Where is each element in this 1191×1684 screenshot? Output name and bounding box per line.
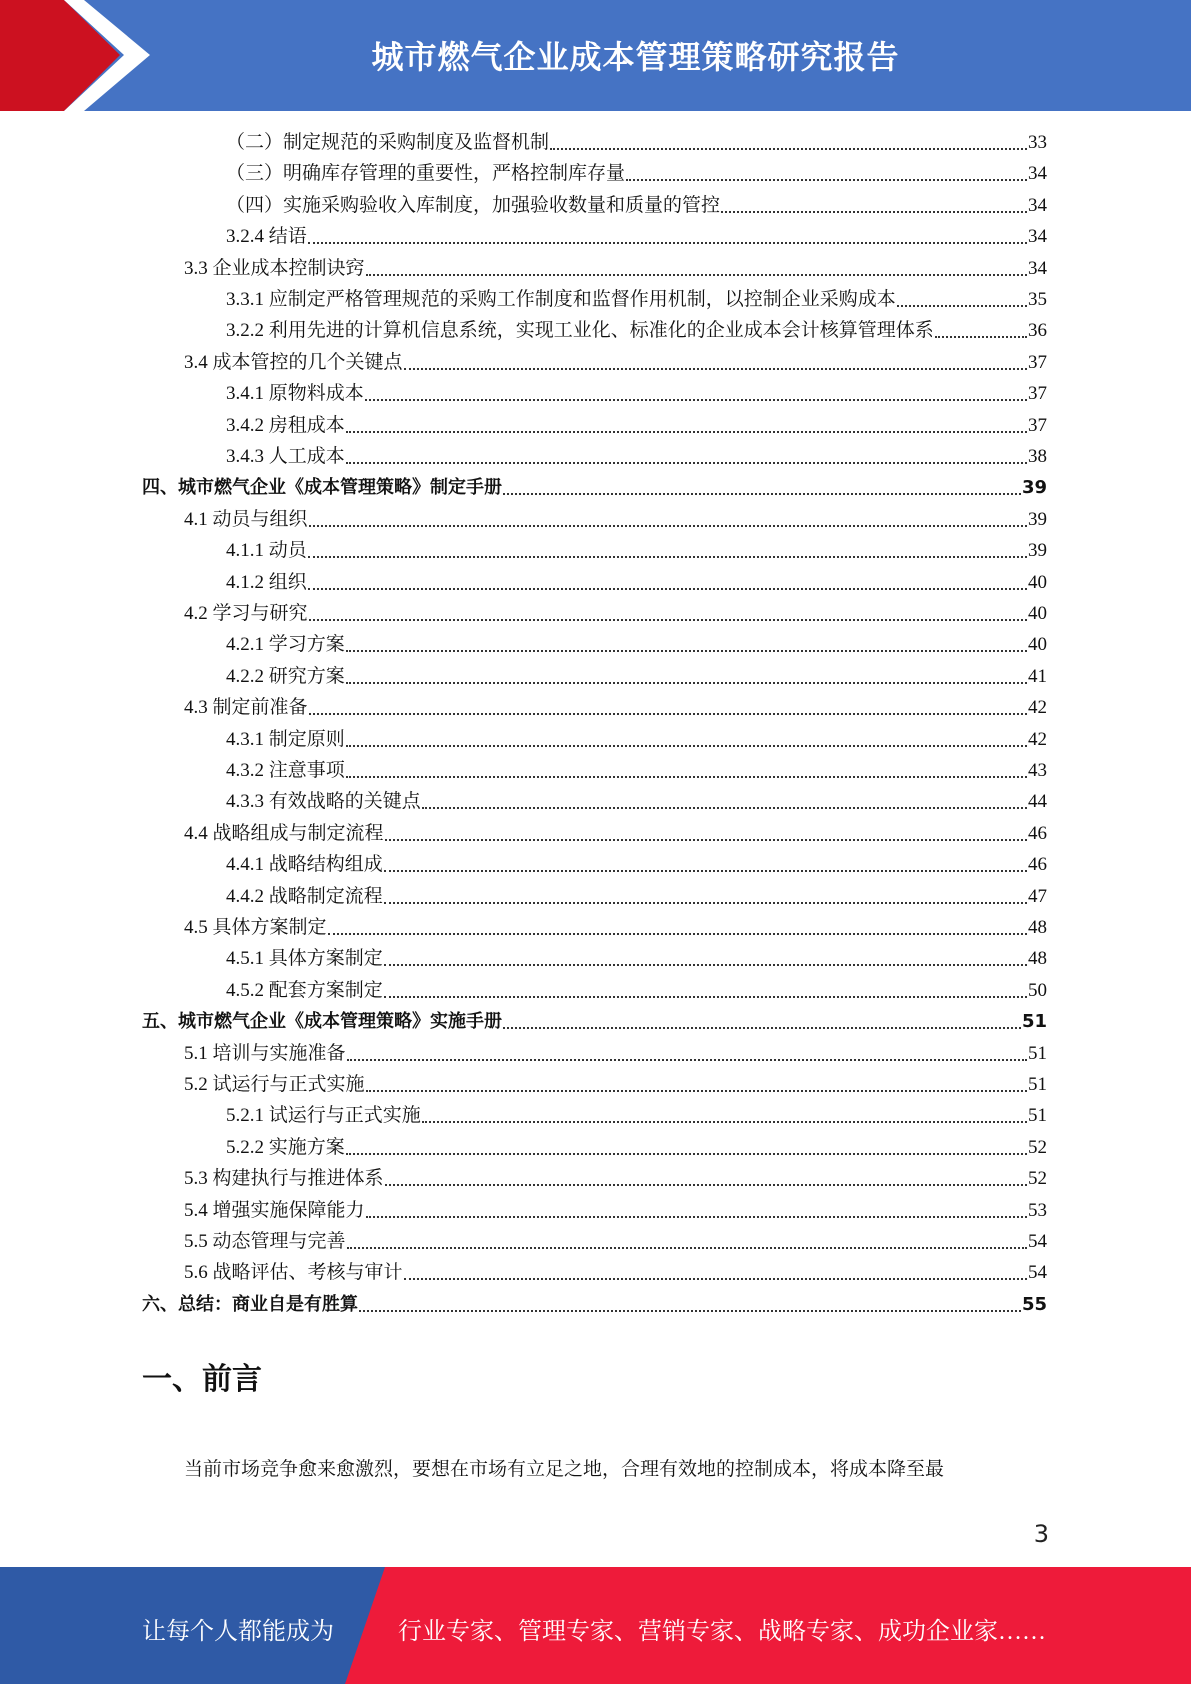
toc-entry-page: 34 xyxy=(1028,226,1047,248)
toc-entry[interactable] xyxy=(184,820,1047,848)
toc-leader-dots xyxy=(404,368,1027,370)
toc-leader-dots xyxy=(721,211,1027,213)
toc-entry-title: 4.3.2 注意事项 xyxy=(226,760,345,781)
toc-entry-title: （四）实施采购验收入库制度，加强验收数量和质量的管控 xyxy=(226,194,721,216)
toc-entry[interactable] xyxy=(226,569,1047,597)
toc-leader-dots xyxy=(346,431,1027,433)
toc-entry[interactable] xyxy=(184,1259,1047,1287)
toc-entry-page: 48 xyxy=(1028,917,1047,938)
toc-entry-title: （二）制定规范的采购制度及监督机制 xyxy=(226,132,550,153)
toc-entry-title: 4.3 制定前准备 xyxy=(184,697,308,719)
toc-entry-page: 53 xyxy=(1028,1199,1047,1221)
toc-leader-dots xyxy=(897,305,1027,307)
toc-leader-dots xyxy=(384,996,1027,998)
toc-entry-page: 37 xyxy=(1028,414,1047,436)
toc-entry-page: 40 xyxy=(1028,571,1047,593)
toc-entry-title: 5.2 试运行与正式实施 xyxy=(184,1074,365,1095)
toc-leader-dots xyxy=(503,1027,1021,1029)
toc-leader-dots xyxy=(503,493,1021,495)
toc-leader-dots xyxy=(384,902,1027,904)
toc-entry[interactable] xyxy=(226,192,1047,220)
toc-entry-page: 34 xyxy=(1028,257,1047,279)
toc-entry[interactable] xyxy=(226,883,1047,911)
section-heading: 一、前言 xyxy=(142,1362,262,1397)
toc-entry-title: 5.3 构建执行与推进体系 xyxy=(184,1168,384,1190)
toc-leader-dots xyxy=(366,274,1027,276)
toc-entry-title: 3.3 企业成本控制诀窍 xyxy=(184,257,365,279)
toc-entry[interactable] xyxy=(226,286,1047,314)
toc-entry[interactable] xyxy=(226,412,1047,440)
toc-entry[interactable] xyxy=(226,631,1047,659)
toc-entry-title: 5.5 动态管理与完善 xyxy=(184,1231,346,1252)
toc-entry[interactable] xyxy=(226,663,1047,691)
toc-entry-title: 4.4.2 战略制定流程 xyxy=(226,885,383,907)
toc-entry-title: 4.2.1 学习方案 xyxy=(226,634,345,656)
toc-entry-page: 34 xyxy=(1028,194,1047,216)
toc-entry-title: 3.4 成本管控的几个关键点 xyxy=(184,351,403,373)
toc-entry-title: 5.4 增强实施保障能力 xyxy=(184,1199,365,1221)
toc-leader-dots xyxy=(309,713,1027,715)
toc-entry[interactable] xyxy=(226,757,1047,785)
toc-entry-title: 4.1.2 组织 xyxy=(226,571,307,593)
toc-entry-title: 3.2.4 结语 xyxy=(226,226,307,248)
toc-leader-dots xyxy=(346,682,1027,684)
toc-entry-page: 48 xyxy=(1028,948,1047,970)
toc-entry-page: 35 xyxy=(1028,289,1047,310)
toc-leader-dots xyxy=(422,1121,1027,1123)
toc-leader-dots xyxy=(346,650,1027,652)
toc-entry-title: 四、城市燃气企业《成本管理策略》制定手册 xyxy=(142,477,502,499)
toc-chapter-entry[interactable] xyxy=(142,1008,1047,1036)
toc-leader-dots xyxy=(422,807,1027,809)
toc-entry-title: 5.2.1 试运行与正式实施 xyxy=(226,1105,421,1127)
toc-entry-title: 4.4 战略组成与制定流程 xyxy=(184,822,384,844)
toc-leader-dots xyxy=(404,1278,1027,1280)
toc-leader-dots xyxy=(346,462,1027,464)
toc-leader-dots xyxy=(309,619,1027,621)
toc-leader-dots xyxy=(309,525,1027,527)
toc-entry[interactable] xyxy=(226,726,1047,754)
toc-entry-title: 3.2.2 利用先进的计算机信息系统，实现工业化、标准化的企业成本会计核算管理体系 xyxy=(226,320,934,342)
toc-entry[interactable] xyxy=(226,443,1047,471)
toc-entry-title: 4.2.2 研究方案 xyxy=(226,665,345,687)
toc-leader-dots xyxy=(365,399,1027,401)
toc-leader-dots xyxy=(347,1247,1027,1249)
toc-entry[interactable] xyxy=(184,914,1047,942)
toc-leader-dots xyxy=(308,242,1027,244)
toc-entry-title: 4.5.1 具体方案制定 xyxy=(226,948,383,970)
toc-entry[interactable] xyxy=(226,129,1047,157)
toc-entry[interactable] xyxy=(184,1197,1047,1225)
toc-entry-title: 3.4.2 房租成本 xyxy=(226,414,345,436)
toc-entry[interactable] xyxy=(184,600,1047,628)
toc-entry-page: 51 xyxy=(1028,1042,1047,1064)
toc-leader-dots xyxy=(359,1310,1021,1312)
toc-entry[interactable] xyxy=(226,160,1047,188)
toc-leader-dots xyxy=(366,1090,1027,1092)
toc-entry-page: 54 xyxy=(1028,1262,1047,1284)
toc-entry[interactable] xyxy=(226,380,1047,408)
toc-leader-dots xyxy=(935,336,1027,338)
toc-leader-dots xyxy=(346,1153,1027,1155)
toc-entry-title: 五、城市燃气企业《成本管理策略》实施手册 xyxy=(142,1011,502,1033)
toc-entry-page: 40 xyxy=(1028,603,1047,624)
toc-entry-page: 43 xyxy=(1028,760,1047,781)
toc-entry-page: 42 xyxy=(1028,697,1047,719)
toc-entry-page: 46 xyxy=(1028,854,1047,876)
toc-entry-page: 37 xyxy=(1028,351,1047,373)
toc-entry-title: 5.2.2 实施方案 xyxy=(226,1136,345,1158)
toc-entry[interactable] xyxy=(226,537,1047,565)
toc-entry-page: 39 xyxy=(1028,508,1047,530)
toc-leader-dots xyxy=(346,776,1027,778)
toc-entry-title: 4.4.1 战略结构组成 xyxy=(226,854,383,876)
toc-entry-title: 六、总结：商业自是有胜算 xyxy=(142,1293,358,1315)
toc-leader-dots xyxy=(384,870,1027,872)
toc-entry-title: 4.1.1 动员 xyxy=(226,540,307,562)
toc-entry-page: 52 xyxy=(1028,1136,1047,1158)
footer-slogan-right: 行业专家、管理专家、营销专家、战略专家、成功企业家…… xyxy=(398,1619,1046,1645)
toc-leader-dots xyxy=(550,148,1027,150)
toc-entry[interactable] xyxy=(226,977,1047,1005)
toc-entry-title: 3.4.3 人工成本 xyxy=(226,446,345,467)
toc-entry-title: 3.4.1 原物料成本 xyxy=(226,383,364,405)
toc-leader-dots xyxy=(385,839,1027,841)
toc-entry-title: 4.3.3 有效战略的关键点 xyxy=(226,791,421,813)
toc-entry-title: 4.5.2 配套方案制定 xyxy=(226,979,383,1001)
toc-entry-page: 47 xyxy=(1028,885,1047,907)
toc-entry-page: 44 xyxy=(1028,791,1047,813)
toc-entry[interactable] xyxy=(184,506,1047,534)
toc-entry-page: 37 xyxy=(1028,383,1047,405)
toc-entry-page: 42 xyxy=(1028,728,1047,750)
toc-leader-dots xyxy=(328,933,1027,935)
toc-leader-dots xyxy=(308,556,1027,558)
toc-entry[interactable] xyxy=(226,317,1047,345)
toc-entry-page: 39 xyxy=(1021,477,1047,499)
toc-entry-title: 4.3.1 制定原则 xyxy=(226,728,345,750)
toc-entry-page: 41 xyxy=(1028,665,1047,687)
toc-entry-page: 34 xyxy=(1028,163,1047,185)
toc-entry-page: 55 xyxy=(1021,1293,1047,1315)
body-paragraph: 当前市场竞争愈来愈激烈，要想在市场有立足之地，合理有效地的控制成本，将成本降至最 xyxy=(184,1459,945,1480)
toc-entry[interactable] xyxy=(226,851,1047,879)
toc-entry-title: 5.6 战略评估、考核与审计 xyxy=(184,1262,403,1284)
toc-entry-page: 39 xyxy=(1028,540,1047,562)
toc-entry[interactable] xyxy=(184,1071,1047,1099)
toc-entry[interactable] xyxy=(226,788,1047,816)
toc-entry-title: 4.1 动员与组织 xyxy=(184,508,308,530)
toc-chapter-entry[interactable] xyxy=(142,474,1047,502)
toc-entry-title: 5.1 培训与实施准备 xyxy=(184,1042,346,1064)
toc-leader-dots xyxy=(385,1184,1027,1186)
toc-entry[interactable] xyxy=(184,349,1047,377)
toc-entry-title: 3.3.1 应制定严格管理规范的采购工作制度和监督作用机制，以控制企业采购成本 xyxy=(226,289,896,310)
toc-entry[interactable] xyxy=(184,1165,1047,1193)
toc-entry-page: 38 xyxy=(1028,446,1047,467)
toc-entry-page: 54 xyxy=(1028,1231,1047,1252)
toc-entry[interactable] xyxy=(184,255,1047,283)
toc-entry[interactable] xyxy=(226,945,1047,973)
page-footer xyxy=(0,1567,1191,1684)
toc-leader-dots xyxy=(346,745,1027,747)
footer-slogan-left: 让每个人都能成为 xyxy=(142,1619,334,1645)
toc-entry-page: 52 xyxy=(1028,1168,1047,1190)
toc-leader-dots xyxy=(347,1059,1027,1061)
toc-entry[interactable] xyxy=(184,1040,1047,1068)
toc-entry[interactable] xyxy=(184,694,1047,722)
toc-entry-page: 51 xyxy=(1021,1011,1047,1033)
toc-entry-title: 4.5 具体方案制定 xyxy=(184,917,327,938)
toc-leader-dots xyxy=(308,588,1027,590)
toc-entry-page: 40 xyxy=(1028,634,1047,656)
toc-leader-dots xyxy=(366,1216,1027,1218)
page-header xyxy=(0,0,1191,111)
toc-leader-dots xyxy=(384,964,1027,966)
toc-entry-page: 46 xyxy=(1028,822,1047,844)
toc-entry-page: 36 xyxy=(1028,320,1047,342)
toc-entry-title: （三）明确库存管理的重要性，严格控制库存量 xyxy=(226,163,626,185)
toc-entry[interactable] xyxy=(184,1228,1047,1256)
toc-entry[interactable] xyxy=(226,1134,1047,1162)
toc-entry-page: 51 xyxy=(1028,1074,1047,1095)
toc-entry[interactable] xyxy=(226,1102,1047,1130)
toc-entry-page: 50 xyxy=(1028,979,1047,1001)
document-title: 城市燃气企业成本管理策略研究报告 xyxy=(371,38,900,76)
toc-entry-page: 51 xyxy=(1028,1105,1047,1127)
toc-chapter-entry[interactable] xyxy=(142,1291,1047,1319)
page-number: 3 xyxy=(1033,1520,1049,1548)
toc-leader-dots xyxy=(626,179,1027,181)
toc-entry-title: 4.2 学习与研究 xyxy=(184,603,308,624)
toc-entry[interactable] xyxy=(226,223,1047,251)
toc-entry-page: 33 xyxy=(1028,132,1047,153)
